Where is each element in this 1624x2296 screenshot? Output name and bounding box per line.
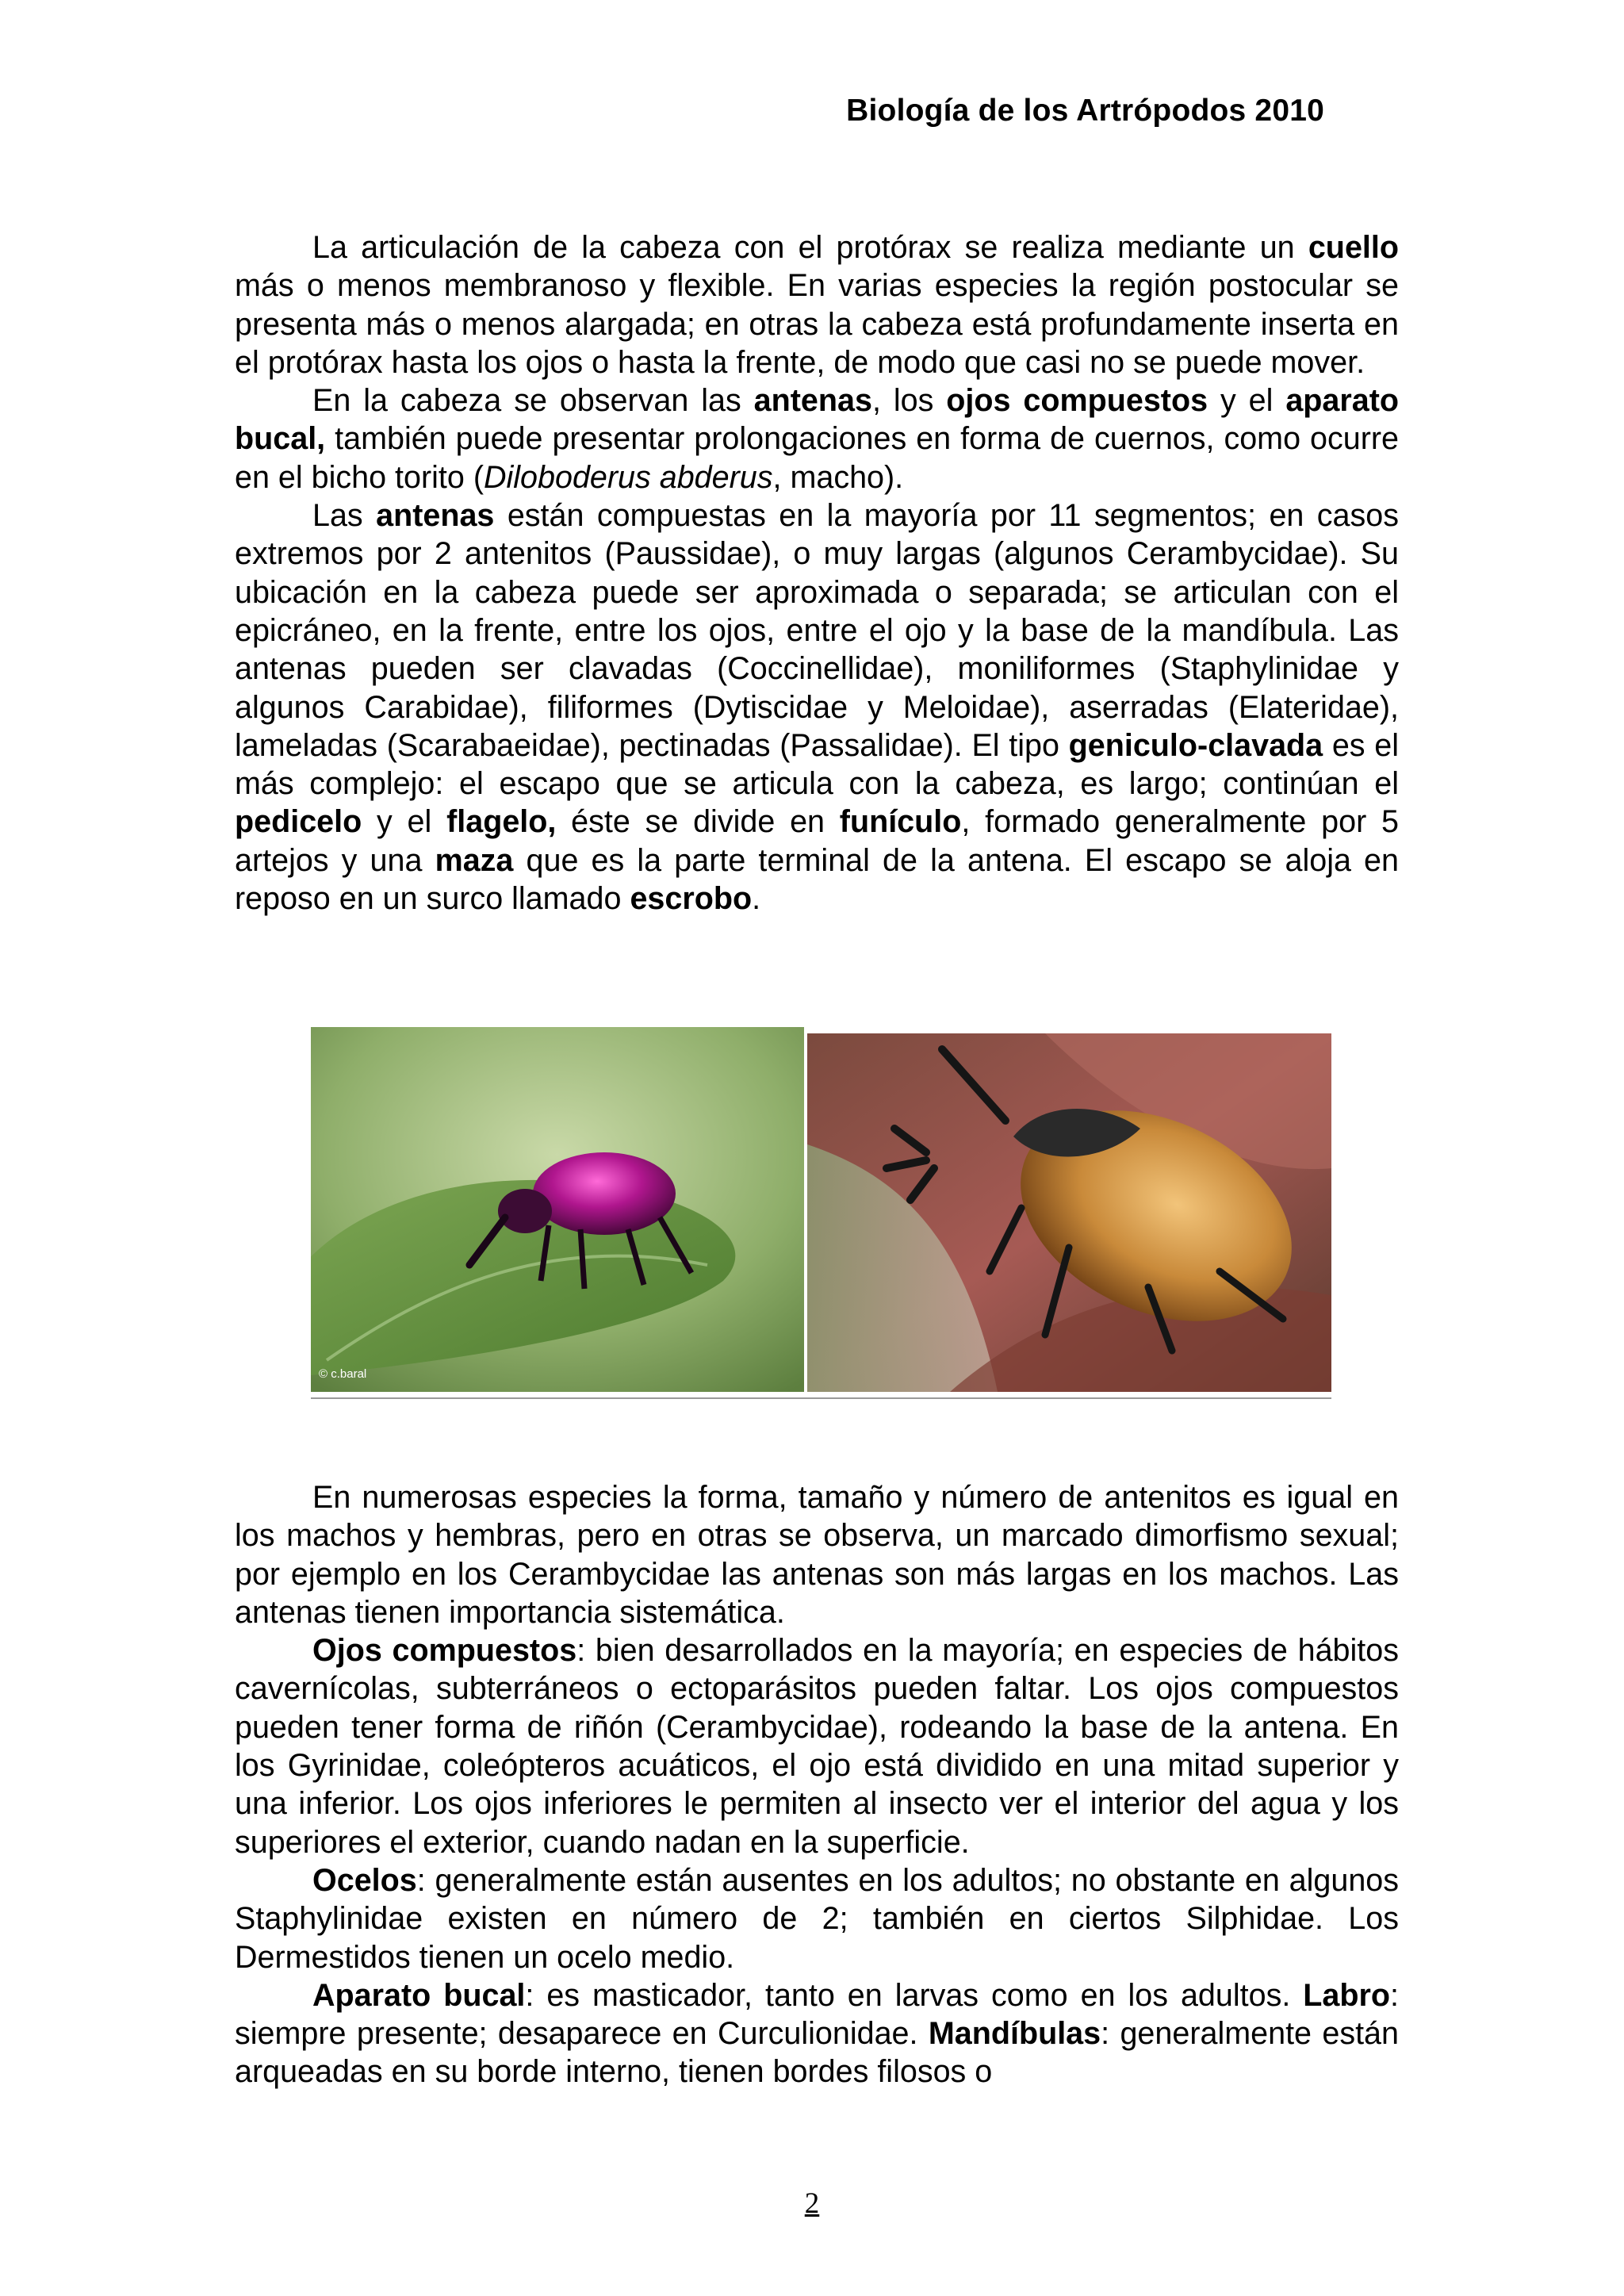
paragraph-head-parts: En la cabeza se observan las antenas, los ojos compuestos y el aparato bucal, también puede presentar prolongaciones en forma de cuernos, como ocurre en el bicho torito (Diloboderus abderus, macho). xyxy=(235,383,1399,495)
body-text-bottom xyxy=(235,1478,1399,2091)
scarab-photo xyxy=(807,1033,1331,1392)
paragraph-antenas: Las antenas están compuestas en la mayoría por 11 segmentos; en casos extremos por 2 antenitos (Paussidae), o muy largas (algunos Cerambycidae). Su ubicación en la cabeza puede ser aproximada o separada; se articulan con el epicráneo, en la frente, entre los ojos, entre el ojo y la base de la mandíbula. Las antenas pueden ser clavadas (Coccinellidae), moniliformes (Staphylinidae y algunos Carabidae), filiformes (Dytiscidae y Meloidae), aserradas (Elateridae), lameladas (Scarabaeidae), pectinadas (Passalidae). El tipo geniculo-clavada es el más complejo: el escapo que se articula con la cabeza, es largo; continúan el pedicelo y el flagelo, éste se divide en funículo, formado generalmente por 5 artejos y una maza que es la parte terminal de la antena. El escapo se aloja en reposo en un surco llamado escrobo. xyxy=(235,498,1399,917)
paragraph-aparato-bucal: Aparato bucal: es masticador, tanto en larvas como en los adultos. Labro: siempre presente; desaparece en Curculionidae. Mandíbulas: generalmente están arqueadas en su borde interno, tienen bordes filosos o xyxy=(235,1977,1399,2090)
running-header: Biología de los Artrópodos 2010 xyxy=(846,94,1324,128)
photo-credit: © c.baral xyxy=(319,1367,367,1381)
weevil-photo xyxy=(311,1027,804,1392)
page-number: 2 xyxy=(804,2187,820,2220)
body-text-top xyxy=(235,228,1399,918)
paragraph-ocelos: Ocelos: generalmente están ausentes en los adultos; no obstante en algunos Staphylinidae existen en número de 2; también en ciertos Silphidae. Los Dermestidos tienen un ocelo medio. xyxy=(235,1862,1399,1975)
paragraph-cuello: La articulación de la cabeza con el protórax se realiza mediante un cuello más o menos membranoso y flexible. En varias especies la región postocular se presenta más o menos alargada; en otras la cabeza está profundamente inserta en el protórax hasta los ojos o hasta la frente, de modo que casi no se puede mover. xyxy=(235,230,1399,380)
beetle-photos xyxy=(311,1027,1331,1401)
paragraph-dimorfismo: En numerosas especies la forma, tamaño y número de antenitos es igual en los machos y hembras, pero en otras se observa, un marcado dimorfismo sexual; por ejemplo en los Cerambycidae las antenas son más largas en los machos. Las antenas tienen importancia sistemática. xyxy=(235,1480,1399,1630)
paragraph-ojos-compuestos: Ojos compuestos: bien desarrollados en la mayoría; en especies de hábitos cavernícolas, subterráneos o ectoparásitos pueden faltar. Los ojos compuestos pueden tener forma de riñón (Cerambycidae), rodeando la base de la antena. En los Gyrinidae, coleópteros acuáticos, el ojo está dividido en una mitad superior y una inferior. Los ojos inferiores le permiten al insecto ver el interior del agua y los superiores el exterior, cuando nadan en la superficie. xyxy=(235,1633,1399,1860)
figure-rule xyxy=(311,1397,1331,1399)
